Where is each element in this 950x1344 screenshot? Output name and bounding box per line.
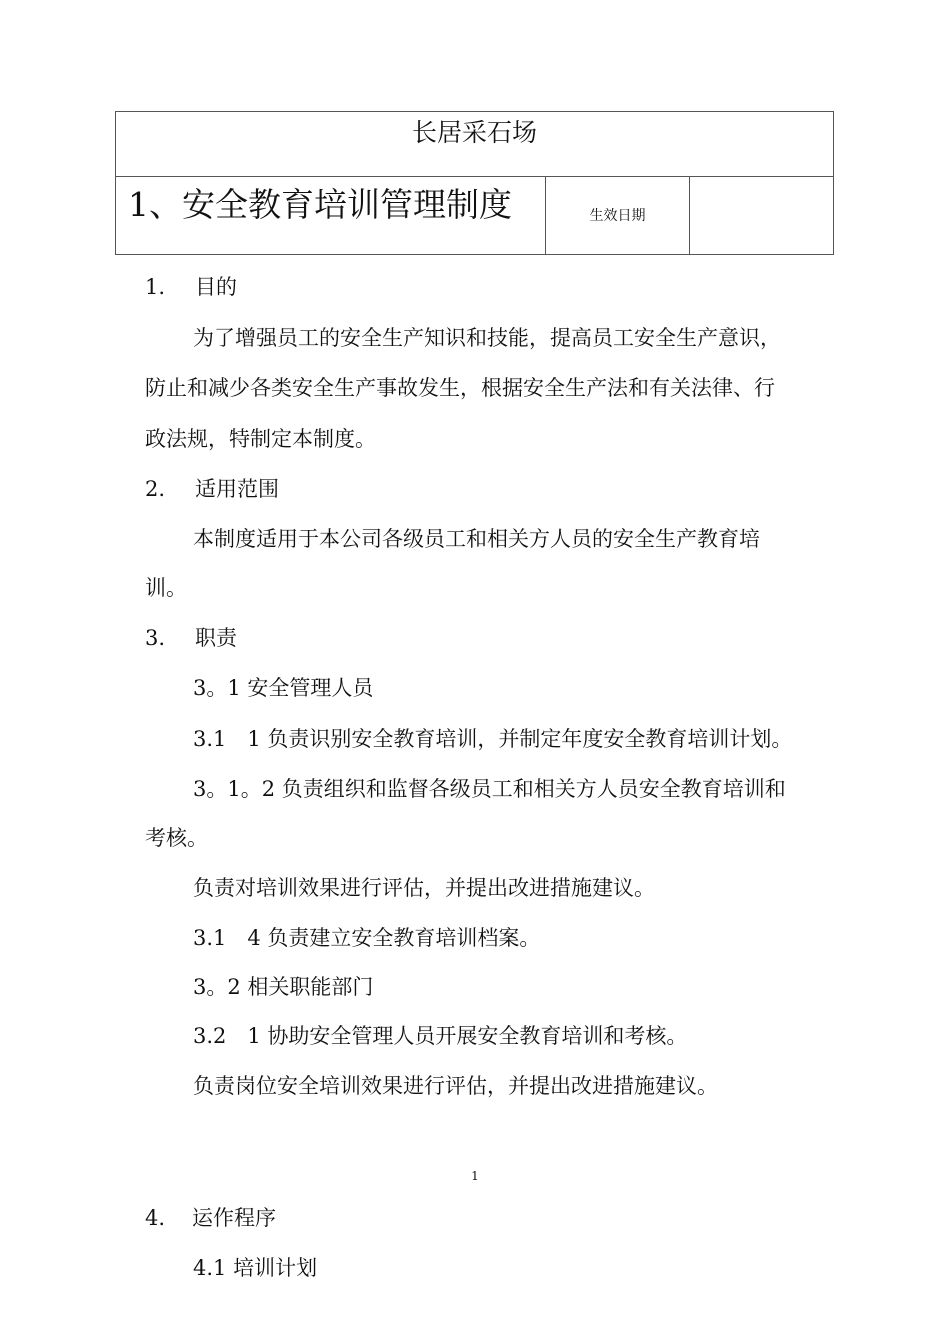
section-title: 适用范围: [195, 477, 279, 501]
list-item: 3.2 1 协助安全管理人员开展安全教育培训和考核。: [193, 1024, 688, 1048]
paragraph-line: 为了增强员工的安全生产知识和技能，提高员工安全生产意识，: [193, 326, 781, 350]
effective-date-value: [690, 177, 833, 255]
list-item: 3.1 1 负责识别安全教育培训，并制定年度安全教育培训计划。: [193, 727, 793, 751]
section-number: 4.: [145, 1206, 166, 1230]
section-heading-responsibilities: [145, 623, 237, 653]
paragraph-line: 训。: [145, 576, 187, 600]
section-title: 目的: [195, 275, 237, 299]
list-item: 3.1 4 负责建立安全教育培训档案。: [193, 926, 541, 950]
list-item: 3。1。2 负责组织和监督各级员工和相关方人员安全教育培训和: [193, 777, 786, 801]
paragraph-line: 防止和减少各类安全生产事故发生，根据安全生产法和有关法律、行: [145, 376, 775, 400]
section-heading-scope: [145, 474, 279, 504]
page-number: 1: [471, 1169, 479, 1183]
section-number: 2.: [145, 477, 166, 501]
list-item: 考核。: [145, 826, 208, 850]
document-title: 1、安全教育培训管理制度: [116, 177, 546, 255]
header-table: [115, 111, 834, 255]
section-heading-purpose: [145, 272, 237, 302]
list-item: 负责岗位安全培训效果进行评估，并提出改进措施建议。: [193, 1074, 718, 1098]
section-title: 职责: [195, 626, 237, 650]
paragraph-line: 本制度适用于本公司各级员工和相关方人员的安全生产教育培: [193, 527, 760, 551]
section-heading-procedure: [145, 1203, 276, 1233]
list-item: 3。2 相关职能部门: [193, 975, 374, 999]
list-item: 负责对培训效果进行评估，并提出改进措施建议。: [193, 876, 655, 900]
section-title: 运作程序: [192, 1206, 276, 1230]
list-item: 3。1 安全管理人员: [193, 676, 374, 700]
paragraph-line: 政法规，特制定本制度。: [145, 427, 376, 451]
section-number: 1.: [145, 275, 166, 299]
section-number: 3.: [145, 626, 166, 650]
list-item: 4.1 培训计划: [193, 1256, 318, 1280]
effective-date-label: 生效日期: [546, 177, 690, 255]
company-name: 长居采石场: [116, 112, 833, 177]
